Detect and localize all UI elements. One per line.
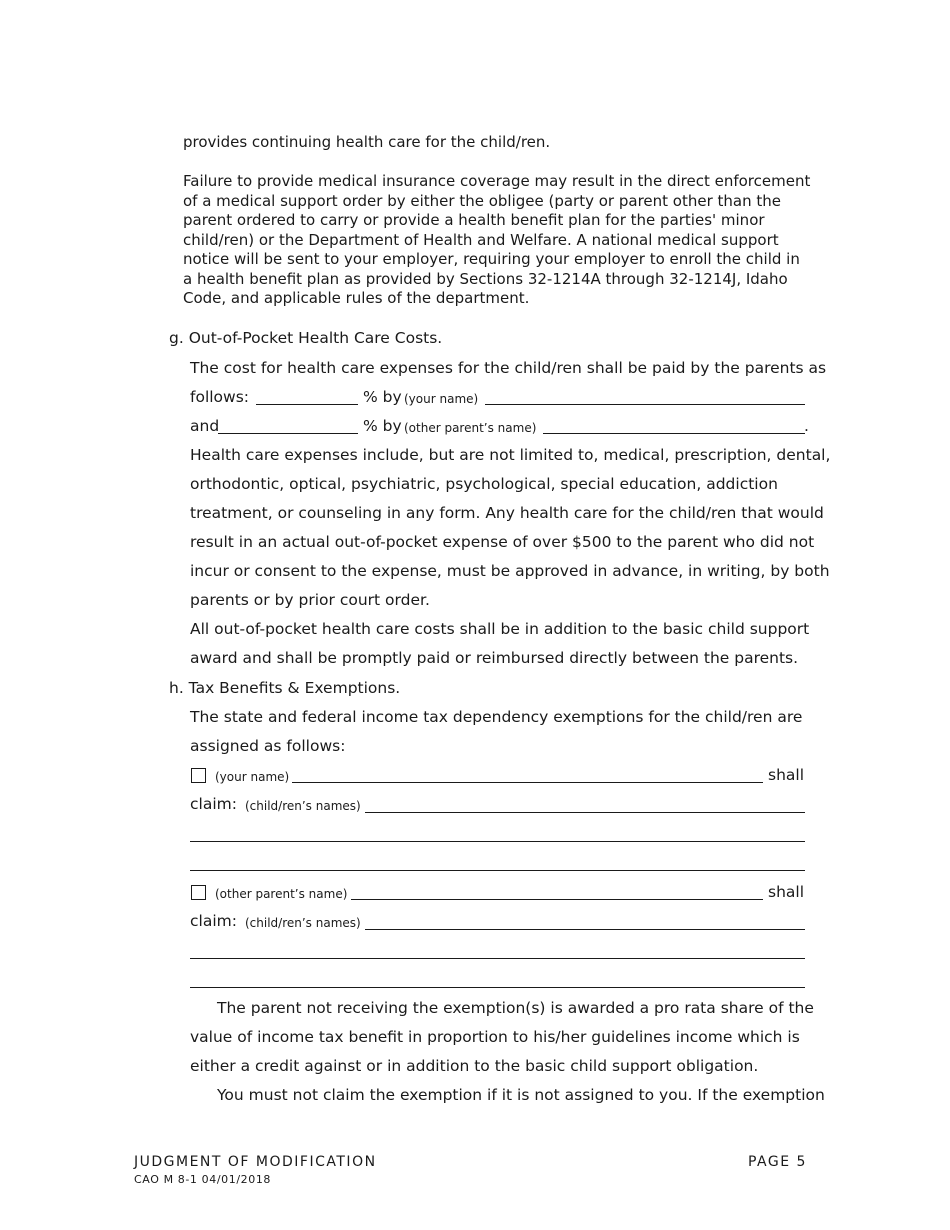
other-parent-checkbox[interactable]: [191, 885, 206, 900]
section-h-heading: h. Tax Benefits & Exemptions.: [169, 679, 401, 697]
other-percent-field[interactable]: [218, 433, 358, 434]
children-names-field[interactable]: [365, 929, 805, 930]
and-label: and: [190, 417, 220, 435]
expenses-line: orthodontic, optical, psychiatric, psychological, special education, addiction: [190, 475, 778, 493]
children-names-field[interactable]: [365, 812, 805, 813]
shall-label: shall: [768, 883, 805, 901]
shall-label: shall: [768, 766, 805, 784]
pro-rata-line: either a credit against or in addition to the basic child support obligation.: [190, 1057, 759, 1075]
must-not-claim-line: You must not claim the exemption if it is not assigned to you. If the exemption: [217, 1086, 825, 1104]
addition-line: All out-of-pocket health care costs shall be in addition to the basic child support: [190, 620, 810, 638]
other-parent-name-field[interactable]: [543, 433, 805, 434]
children-names-field[interactable]: [190, 958, 805, 959]
claim-label: claim:: [190, 912, 237, 930]
expenses-line: Health care expenses include, but are not limited to, medical, prescription, dental,: [190, 446, 831, 464]
other-parent-hint: (other parent’s name): [215, 887, 348, 901]
expenses-line: incur or consent to the expense, must be approved in advance, in writing, by both: [190, 562, 830, 580]
section-h-intro: assigned as follows:: [190, 737, 346, 755]
your-name-hint: (your name): [215, 770, 290, 784]
intro-text: provides continuing health care for the child/ren.: [183, 133, 551, 151]
your-name-checkbox[interactable]: [191, 768, 206, 783]
claim-label: claim:: [190, 795, 237, 813]
failure-paragraph: Failure to provide medical insurance coverage may result in the direct enforcement of a medical support order by either the obligee (party or parent other than the parent ordered to carry or provide a health benefit plan for the parties' minor child/ren) or the Department of Health and Welfare. A national medical support notice will be sent to your employer, requiring your employer to enroll the child in a health benefit plan as provided by Sections 32-1214A through 32-1214J, Idaho Code, and applicable rules of the department.: [183, 172, 811, 307]
section-g-heading: g. Out-of-Pocket Health Care Costs.: [169, 329, 443, 347]
children-names-field[interactable]: [190, 987, 805, 988]
section-g-line1: The cost for health care expenses for the child/ren shall be paid by the parents as: [190, 359, 827, 377]
follows-label: follows:: [190, 388, 250, 406]
children-names-hint: (child/ren’s names): [245, 916, 361, 930]
expenses-line: result in an actual out-of-pocket expense of over $500 to the parent who did not: [190, 533, 815, 551]
your-name-hint: (your name): [404, 392, 479, 406]
expenses-line: treatment, or counseling in any form. Any health care for the child/ren that would: [190, 504, 824, 522]
children-names-hint: (child/ren’s names): [245, 799, 361, 813]
footer-form-code: CAO M 8-1 04/01/2018: [134, 1173, 272, 1186]
expenses-line: parents or by prior court order.: [190, 591, 430, 609]
pro-rata-line: The parent not receiving the exemption(s) is awarded a pro rata share of the: [217, 999, 814, 1017]
addition-line: award and shall be promptly paid or reimbursed directly between the parents.: [190, 649, 799, 667]
page-number: PAGE 5: [748, 1154, 807, 1170]
period: .: [804, 417, 809, 435]
section-h-intro: The state and federal income tax dependency exemptions for the child/ren are: [190, 708, 803, 726]
pro-rata-line: value of income tax benefit in proportion to his/her guidelines income which is: [190, 1028, 800, 1046]
your-name-field[interactable]: [292, 782, 763, 783]
percent-by-label: % by: [363, 388, 402, 406]
other-parent-hint: (other parent’s name): [404, 421, 537, 435]
your-percent-field[interactable]: [256, 404, 358, 405]
other-parent-name-field[interactable]: [351, 899, 763, 900]
children-names-field[interactable]: [190, 841, 805, 842]
footer-title: JUDGMENT OF MODIFICATION: [134, 1154, 377, 1170]
children-names-field[interactable]: [190, 870, 805, 871]
percent-by-label-2: % by: [363, 417, 402, 435]
your-name-field[interactable]: [485, 404, 805, 405]
